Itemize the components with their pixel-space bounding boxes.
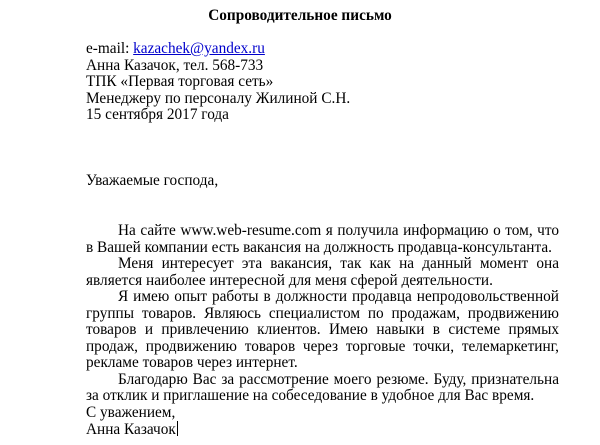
email-link[interactable]: kazachek@yandex.ru [133,40,265,57]
sender-header [86,41,566,124]
recipient-line: Менеджеру по персоналу Жилиной С.Н. [86,89,351,107]
text-cursor [177,421,178,436]
email-line [86,41,566,58]
closing-line: С уважением, [86,403,176,421]
paragraph-intro: На сайте www.web-resume.com я получила информацию о том, что в Вашей компании есть вакансия на должность продавца-консультанта. [86,222,559,256]
letter-body [86,223,559,438]
paragraph-thanks: Благодарю Вас за рассмотрение моего резюме. Буду, признательна за отклик и приглашение на собеседование в удобное для Вас время. [86,370,559,404]
document-title: Сопроводительное письмо [208,7,392,24]
name-phone-line: Анна Казачок, тел. 568-733 [86,56,264,74]
date-line: 15 сентября 2017 года [86,106,229,123]
paragraph-experience: Я имею опыт работы в должности продавца непродовольственной группы товаров. Являюсь специалистом по продажам, продвижению товаров и привлечению клиентов. Имею навыки в системе прямых продаж, продвижению товаров через торговые точки, телемаркетинг, рекламе товаров через интернет. [86,288,559,371]
greeting: Уважаемые господа, [86,172,219,189]
email-label: e-mail: [86,40,134,57]
signature-text: Анна Казачок [86,421,176,438]
signature-line[interactable] [86,421,559,438]
paragraph-interest: Меня интересует эта вакансия, так как на данный момент она является наиболее интересной для меня сферой деятельности. [86,255,559,289]
company-line: ТПК «Первая торговая сеть» [86,73,274,90]
